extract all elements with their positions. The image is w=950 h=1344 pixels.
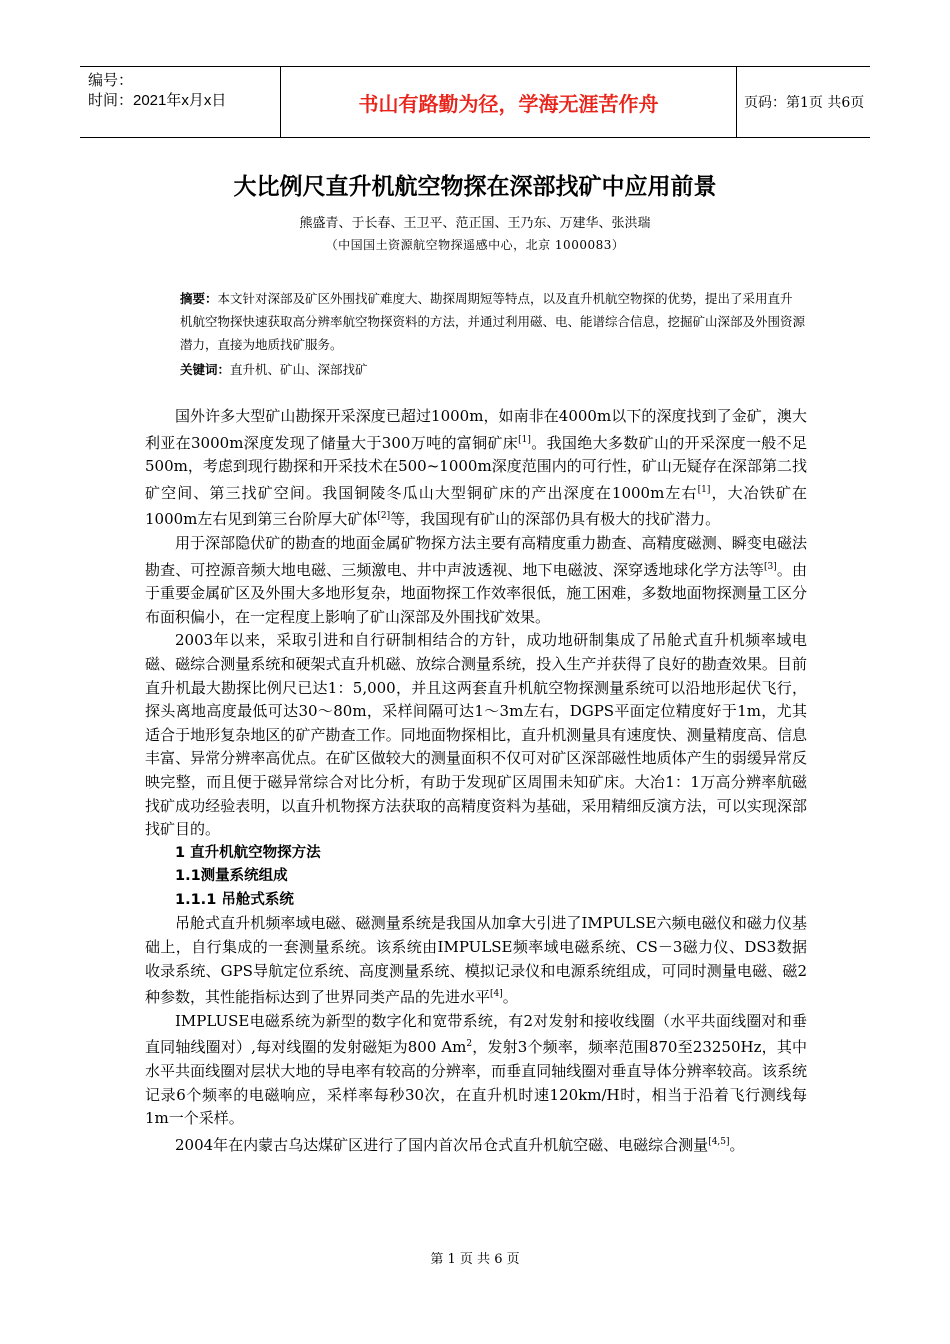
section-heading: 1 直升机航空物探方法 [175,844,321,861]
citation: [4] [490,989,503,1000]
citation: [3] [764,561,777,572]
paragraph [145,912,807,1009]
citation: [4,5] [708,1136,730,1147]
abstract [180,287,805,356]
text-run: 。 [502,988,518,1007]
citation: [1] [518,434,531,445]
header-left [88,71,226,111]
header-motto-cell [280,67,737,137]
abstract-text: 本文针对深部及矿区外围找矿难度大、勘探周期短等特点，以及直升机航空物探的优势，提出了采用直升机航空物探快速获取高分辨率航空物探资料的方法，并通过利用磁、电、能谱综合信息，挖掘矿山深部及外围资源潜力，直接为地质找矿服务。 [180,291,806,352]
page-header [80,66,870,138]
page-info: 页码：第1页 共6页 [744,95,865,111]
text-run: 。我国绝大多数矿山的开采深度一般不足500m，考虑到现行勘探和开采技术在500~1000m深度范围内的可行性，矿山无疑存在深部第二找矿空间、第三找矿空间。我国铜陵冬瓜山大型铜矿床的产出深度在1000m左右 [145,433,807,502]
authors: 熊盛青、于长春、王卫平、范正国、王乃东、万建华、张洪瑞 [299,216,651,231]
superscript: 2 [466,1039,473,1050]
paragraph [145,532,807,629]
text-run: ，发射3个频率，频率范围870至23250Hz，其中水平共面线圈对层状大地的导电率有较高的分辨率，而垂直同轴线圈对垂直导体分辨率较高。该系统记录6个频率的电磁响应，采样率每秒30次，在直升机时速120km/H时，相当于沿着飞行测线每1m一个采样。 [145,1038,807,1128]
paragraph: 2003年以来，采取引进和自行研制相结合的方针，成功地研制集成了吊舱式直升机频率域电磁、磁综合测量系统和硬架式直升机磁、放综合测量系统，投入生产并获得了良好的勘查效果。目前直升机最大勘探比例尺已达1：5,000，并且这两套直升机航空物探测量系统可以沿地形起伏飞行，探头离地高度最低可达30～80m，采样间隔可达1～3m左右，DGPS平面定位精度好于1m，尤其适合于地形复杂地区的矿产勘查工作。同地面物探相比，直升机测量具有速度快、测量精度高、信息丰富、异常分辨率高优点。在矿区做较大的测量面积不仅可对矿区深部磁性地质体产生的弱缓异常反映完整，而且便于磁异常综合对比分析，有助于发现矿区周围未知矿床。大冶1：1万高分辨率航磁找矿成功经验表明，以直升机物探方法获取的高精度资料为基础，采用精细反演方法，可以实现深部找矿目的。 [145,631,807,839]
keywords-text: 直升机、矿山、深部找矿 [230,362,368,377]
page-footer: 第 1 页 共 6 页 [430,1252,520,1267]
keywords-label: 关键词： [180,362,231,377]
body-text [145,405,807,1157]
citation: [1] [697,484,711,495]
time-label: 时间：2021年x月x日 [88,92,227,109]
text-run: IMPLUSE电磁系统为新型的数字化和宽带系统，有2对发射和接收线圈（水平共面线圈对和垂直同轴线圈对）,每对线圈的发射磁矩为800 Am [145,1011,807,1057]
text-run: 2004年在内蒙古乌达煤矿区进行了国内首次吊仓式直升机航空磁、电磁综合测量 [175,1135,709,1154]
text-run: 国外许多大型矿山勘探开采深度已超过1000m，如南非在4000m以下的深度找到了金矿，澳大利亚在3000m深度发现了储量大于300万吨的富铜矿床 [145,407,807,452]
abstract-label: 摘要： [180,291,218,306]
paragraph [145,1010,807,1131]
paper-title: 大比例尺直升机航空物探在深部找矿中应用前景 [233,174,717,200]
text-run: 吊舱式直升机频率域电磁、磁测量系统是我国从加拿大引进了IMPULSE六频电磁仪和磁力仪基础上，自行集成的一套测量系统。该系统由IMPULSE频率域电磁系统、CS－3磁力仪、DS3数据收录系统、GPS导航定位系统、高度测量系统、模拟记录仪和电源系统组成，可同时测量电磁、磁2种参数，其性能指标达到了世界同类产品的先进水平 [145,914,807,1007]
keywords [180,360,368,378]
text-run: 。 [729,1135,745,1154]
subsubsection-heading: 1.1.1 吊舱式系统 [175,891,294,908]
motto: 书山有路勤为径，学海无涯苦作舟 [358,91,659,116]
citation: [2] [377,511,391,522]
text-run: 。由于重要金属矿区及外围大多地形复杂，地面物探工作效率很低，施工困难，多数地面物探测量工区分布面积偏小，在一定程度上影响了矿山深部及外围找矿效果。 [145,560,807,626]
text-run: ，大冶铁矿在1000m左右见到第三台阶厚大矿体 [145,483,807,529]
affiliation: （中国国土资源航空物探遥感中心，北京 1000083） [325,238,625,252]
text-run: 用于深部隐伏矿的勘查的地面金属矿物探方法主要有高精度重力勘查、高精度磁测、瞬变电磁法勘查、可控源音频大地电磁、三频激电、井中声波透视、地下电磁波、深穿透地球化学方法等 [145,533,807,579]
paragraph [145,1131,807,1158]
paragraph [145,405,807,532]
number-label: 编号： [88,72,134,89]
subsection-heading: 1.1测量系统组成 [175,868,288,885]
text-run: 等，我国现有矿山的深部仍具有极大的找矿潜力。 [390,510,721,529]
